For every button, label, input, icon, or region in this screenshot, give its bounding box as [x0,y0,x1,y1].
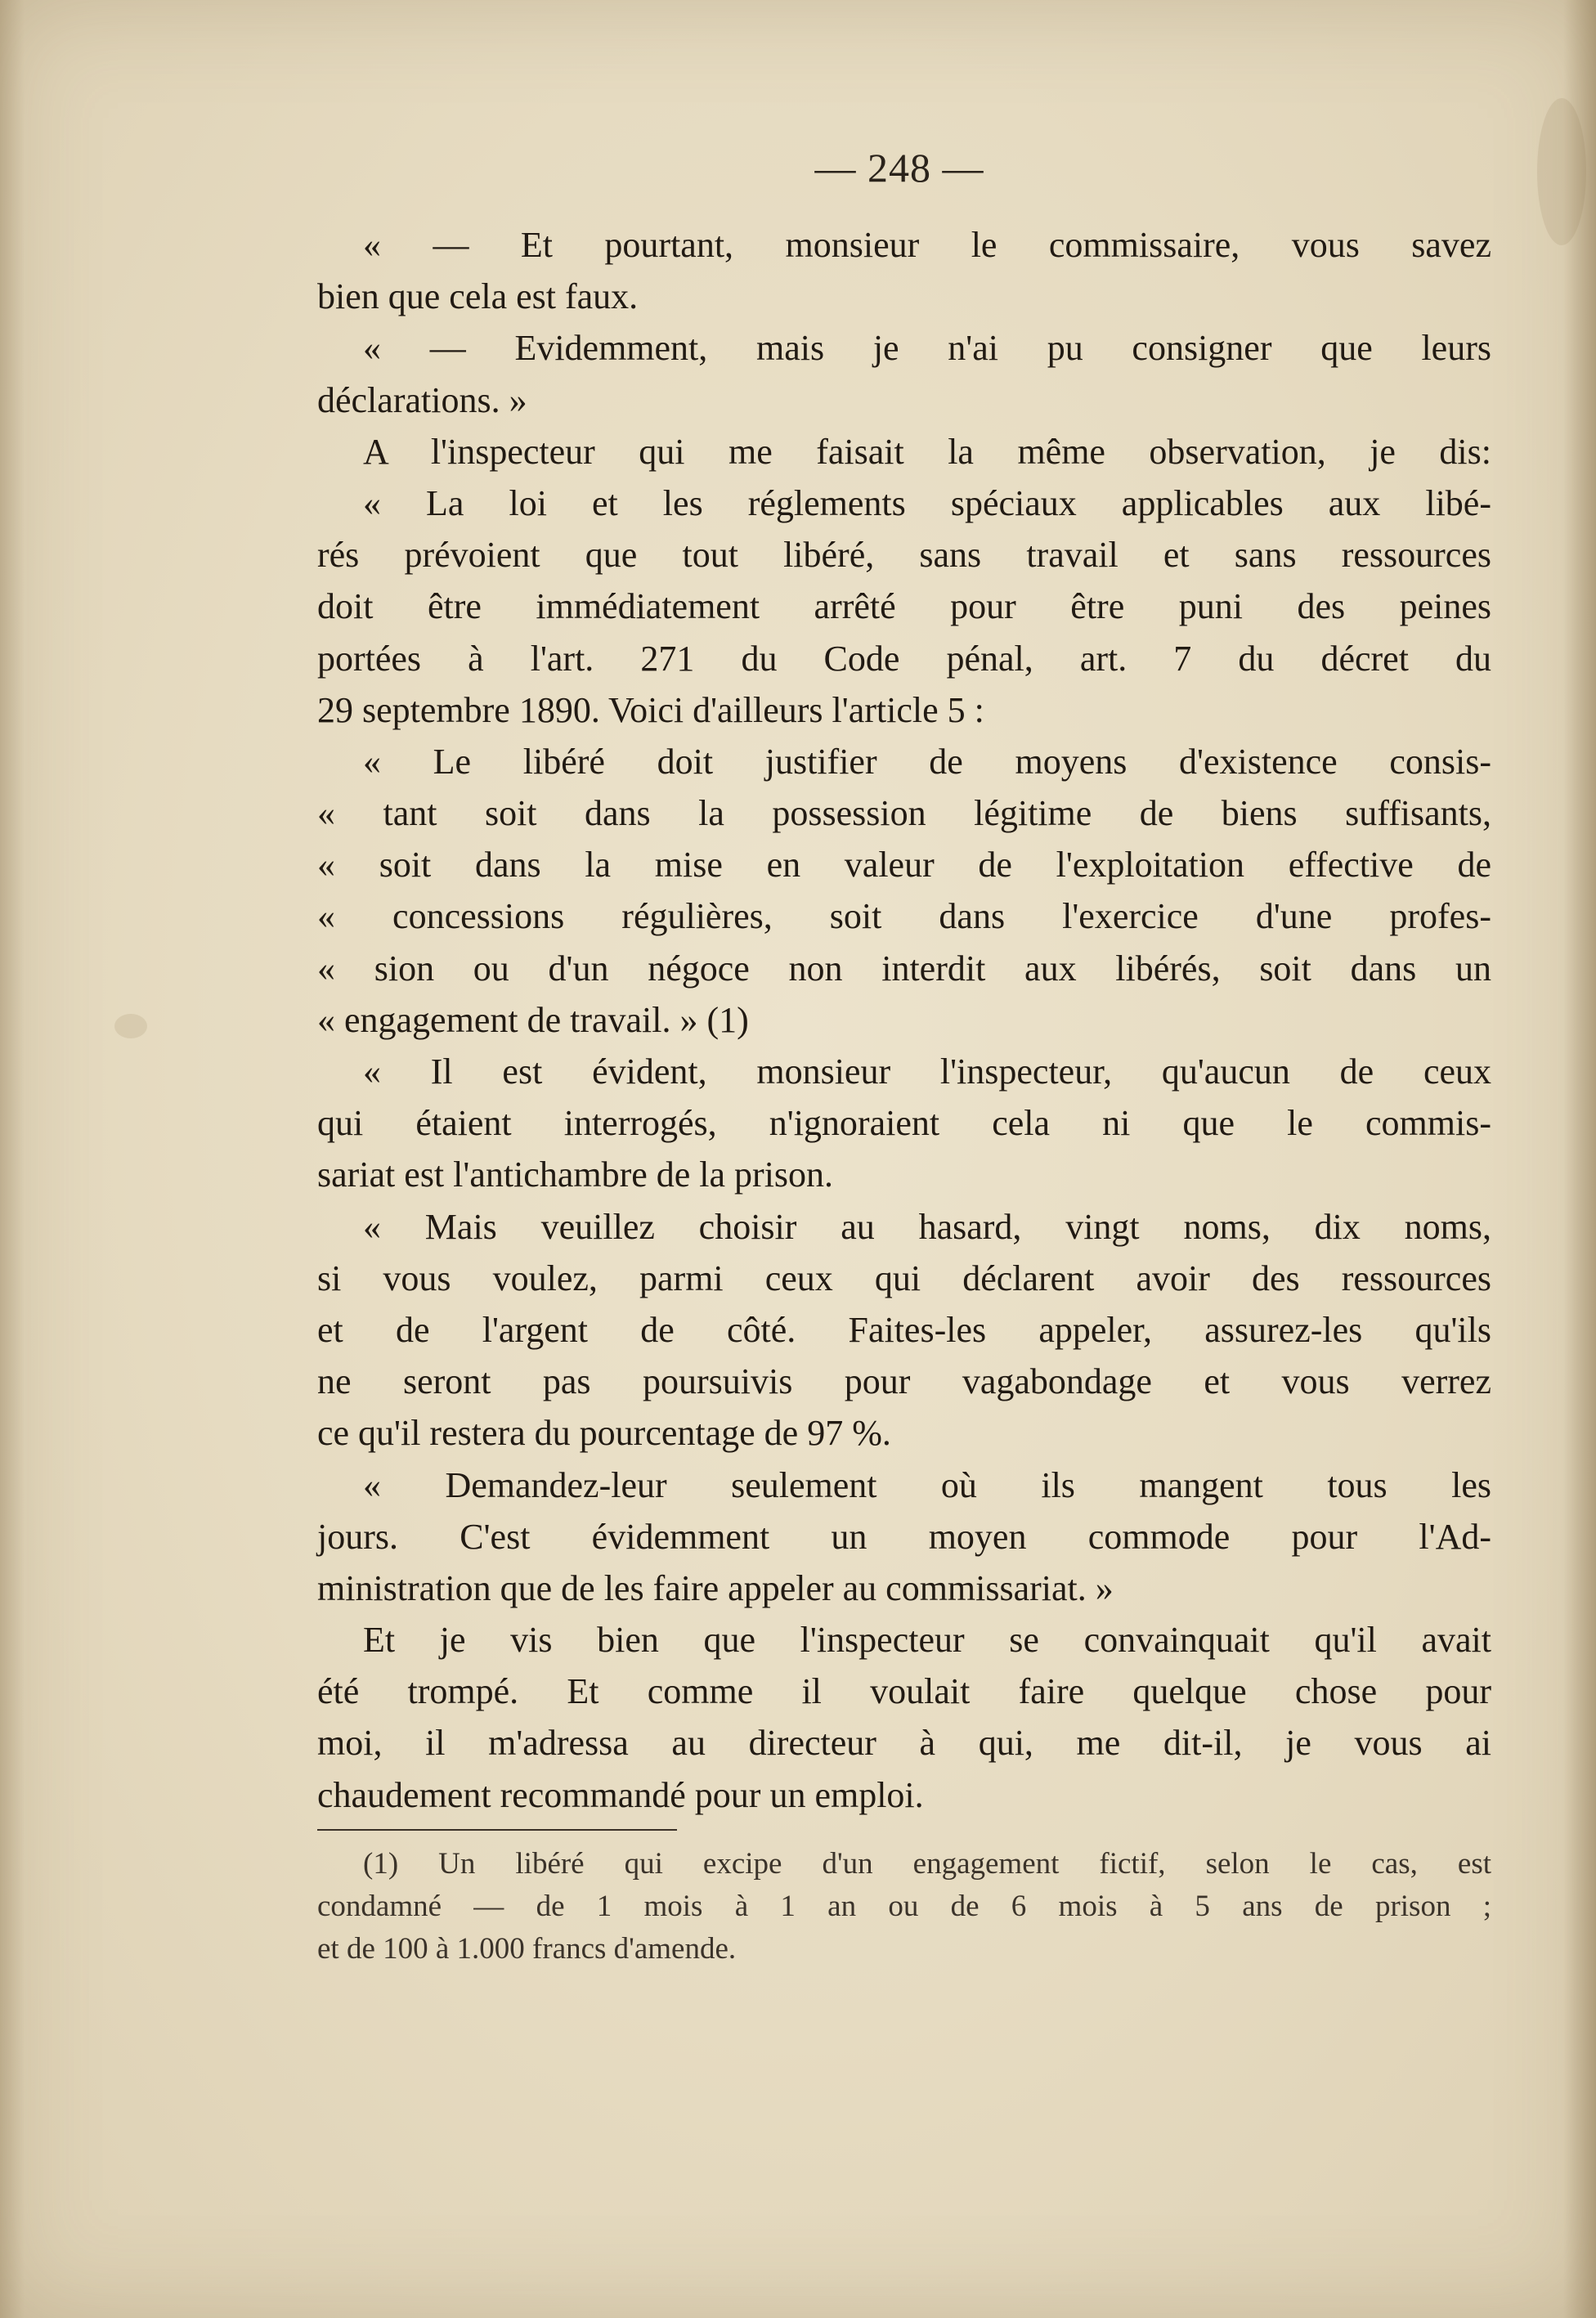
paper-stain [114,1014,147,1038]
footnote-line: (1) Un libéré qui excipe d'un engagement fictif, selon le cas, est [363,1847,1491,1881]
text-line: bien que cela est faux. [317,276,639,317]
text-line: « — Et pourtant, monsieur le commissaire, vous savez [363,225,1491,265]
text-line: « Le libéré doit justifier de moyens d'existence consis- [363,741,1491,782]
text-line: rés prévoient que tout libéré, sans travail et sans ressources [317,535,1491,576]
page-left-shadow [0,0,25,2318]
text-line: Et je vis bien que l'inspecteur se convainquait qu'il avait [363,1620,1491,1661]
text-line: ministration que de les faire appeler au commissariat. » [317,1567,1114,1608]
text-line: « La loi et les réglements spéciaux applicables aux libé- [363,482,1491,523]
page-number: — 248 — [814,145,984,191]
text-line: « sion ou d'un négoce non interdit aux libérés, soit dans un [317,948,1491,989]
text-line: « engagement de travail. » (1) [317,999,749,1040]
text-line: « concessions régulières, soit dans l'exercice d'une profes- [317,896,1491,937]
footnote [317,1843,1491,1971]
text-line: « Mais veuillez choisir au hasard, vingt noms, dix noms, [363,1206,1491,1247]
text-line: moi, il m'adressa au directeur à qui, me dit-il, je vous ai [317,1723,1491,1764]
text-line: sariat est l'antichambre de la prison. [317,1155,834,1195]
text-line: déclarations. » [317,379,527,420]
text-line: portées à l'art. 271 du Code pénal, art. 7 du décret du [317,638,1491,679]
footnote-line: condamné — de 1 mois à 1 an ou de 6 mois à 5 ans de prison ; [317,1890,1491,1923]
text-line: « tant soit dans la possession légitime de biens suffisants, [317,793,1491,834]
text-line: « — Evidemment, mais je n'ai pu consigner que leurs [363,328,1491,369]
text-line: si vous voulez, parmi ceux qui déclarent avoir des ressources [317,1258,1491,1298]
text-line: « Il est évident, monsieur l'inspecteur, qu'aucun de ceux [363,1051,1491,1092]
text-line: 29 septembre 1890. Voici d'ailleurs l'article 5 : [317,689,984,730]
page-right-shadow [1563,0,1596,2318]
text-line: été trompé. Et comme il voulait faire quelque chose pour [317,1671,1491,1712]
text-line: et de l'argent de côté. Faites-les appeler, assurez-les qu'ils [317,1309,1491,1350]
footnote-divider [317,1829,677,1831]
text-line: A l'inspecteur qui me faisait la même observation, je dis: [363,431,1491,472]
text-line: ne seront pas poursuivis pour vagabondage et vous verrez [317,1361,1491,1402]
text-line: jours. C'est évidemment un moyen commode pour l'Ad- [317,1516,1491,1557]
text-line: « soit dans la mise en valeur de l'exploitation effective de [317,845,1491,886]
footnote-line: et de 100 à 1.000 francs d'amende. [317,1932,737,1966]
text-line: chaudement recommandé pour un emploi. [317,1774,924,1815]
text-line: qui étaient interrogés, n'ignoraient cela ni que le commis- [317,1103,1491,1144]
text-line: « Demandez-leur seulement où ils mangent tous les [363,1464,1491,1505]
body-text [317,219,1491,1821]
text-line: ce qu'il restera du pourcentage de 97 %. [317,1413,891,1454]
text-line: doit être immédiatement arrêté pour être puni des peines [317,586,1491,627]
